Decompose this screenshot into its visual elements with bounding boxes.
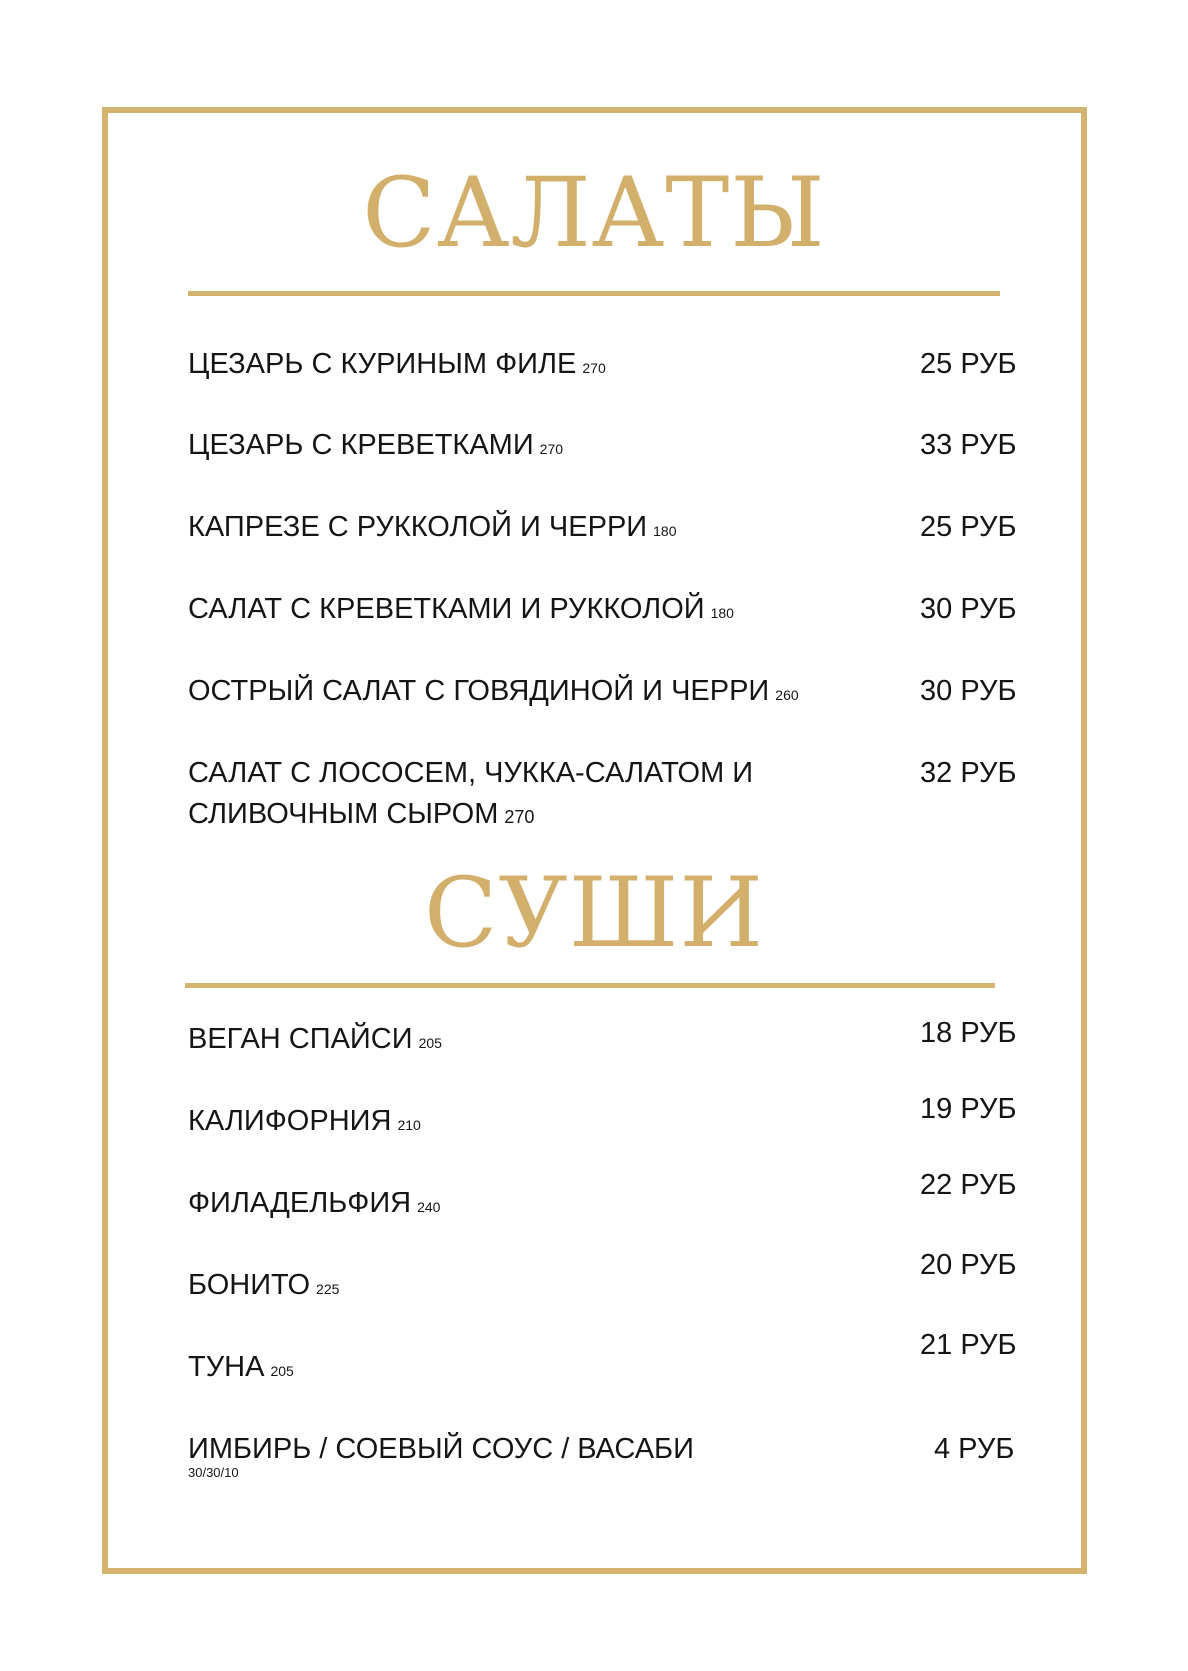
item-weight: 205 [418, 1035, 442, 1051]
section-title-sushi: СУШИ [423, 857, 765, 969]
item-weight: 270 [539, 441, 564, 457]
menu-item-sushi [188, 1183, 828, 1228]
item-price: 20 РУБ [920, 1249, 1017, 1281]
item-name: ЦЕЗАРЬ С КУРИНЫМ ФИЛЕ [188, 348, 577, 380]
menu-item-salad [188, 753, 828, 838]
menu-item-salad [188, 344, 828, 389]
sushi-divider [185, 983, 995, 988]
item-name: БОНИТО [188, 1269, 311, 1301]
menu-item-sushi [188, 1265, 828, 1310]
item-weight: 210 [397, 1117, 421, 1133]
menu-item-sushi [188, 1101, 828, 1146]
item-name: ИМБИРЬ / СОЕВЫЙ СОУС / ВАСАБИ [188, 1433, 694, 1465]
item-price: 30 РУБ [920, 593, 1017, 625]
item-weight: 205 [270, 1363, 294, 1379]
item-weight: 30/30/10 [188, 1465, 239, 1480]
item-price: 4 РУБ [934, 1433, 1015, 1465]
item-weight: 180 [710, 605, 734, 621]
item-price: 21 РУБ [920, 1329, 1017, 1361]
menu-item-salad [188, 589, 828, 634]
item-weight: 225 [316, 1281, 340, 1297]
item-price: 19 РУБ [920, 1093, 1017, 1125]
item-price: 33 РУБ [920, 429, 1017, 461]
menu-item-salad [188, 425, 828, 470]
item-name: САЛАТ С КРЕВЕТКАМИ И РУККОЛОЙ [188, 593, 705, 625]
item-price: 22 РУБ [920, 1169, 1017, 1201]
item-name: ВЕГАН СПАЙСИ [188, 1023, 413, 1055]
menu-item-sushi [188, 1019, 828, 1064]
item-name: КАЛИФОРНИЯ [188, 1105, 392, 1137]
item-name: ЦЕЗАРЬ С КРЕВЕТКАМИ [188, 429, 534, 461]
menu-item-salad [188, 671, 828, 716]
item-name-line1: САЛАТ С ЛОСОСЕМ, ЧУККА-САЛАТОМ И [188, 757, 754, 789]
item-name: ФИЛАДЕЛЬФИЯ [188, 1187, 412, 1219]
salads-divider [188, 291, 1000, 296]
item-weight: 180 [653, 523, 677, 539]
item-price: 25 РУБ [920, 348, 1017, 380]
menu-item-salad [188, 507, 828, 552]
item-price: 32 РУБ [920, 757, 1017, 789]
menu-item-sushi [188, 1429, 828, 1480]
section-title-salads: САЛАТЫ [362, 157, 826, 269]
item-price: 30 РУБ [920, 675, 1017, 707]
item-weight: 270 [504, 807, 535, 827]
item-weight: 270 [582, 360, 606, 376]
item-price: 25 РУБ [920, 511, 1017, 543]
item-weight: 240 [417, 1199, 441, 1215]
item-price: 18 РУБ [920, 1017, 1017, 1049]
menu-item-sushi [188, 1347, 828, 1392]
item-name: КАПРЕЗЕ С РУККОЛОЙ И ЧЕРРИ [188, 511, 648, 543]
item-weight: 260 [775, 687, 799, 703]
item-name: ТУНА [188, 1351, 265, 1383]
item-name: ОСТРЫЙ САЛАТ С ГОВЯДИНОЙ И ЧЕРРИ [188, 675, 770, 707]
item-name-line2: СЛИВОЧНЫМ СЫРОМ [188, 798, 499, 830]
